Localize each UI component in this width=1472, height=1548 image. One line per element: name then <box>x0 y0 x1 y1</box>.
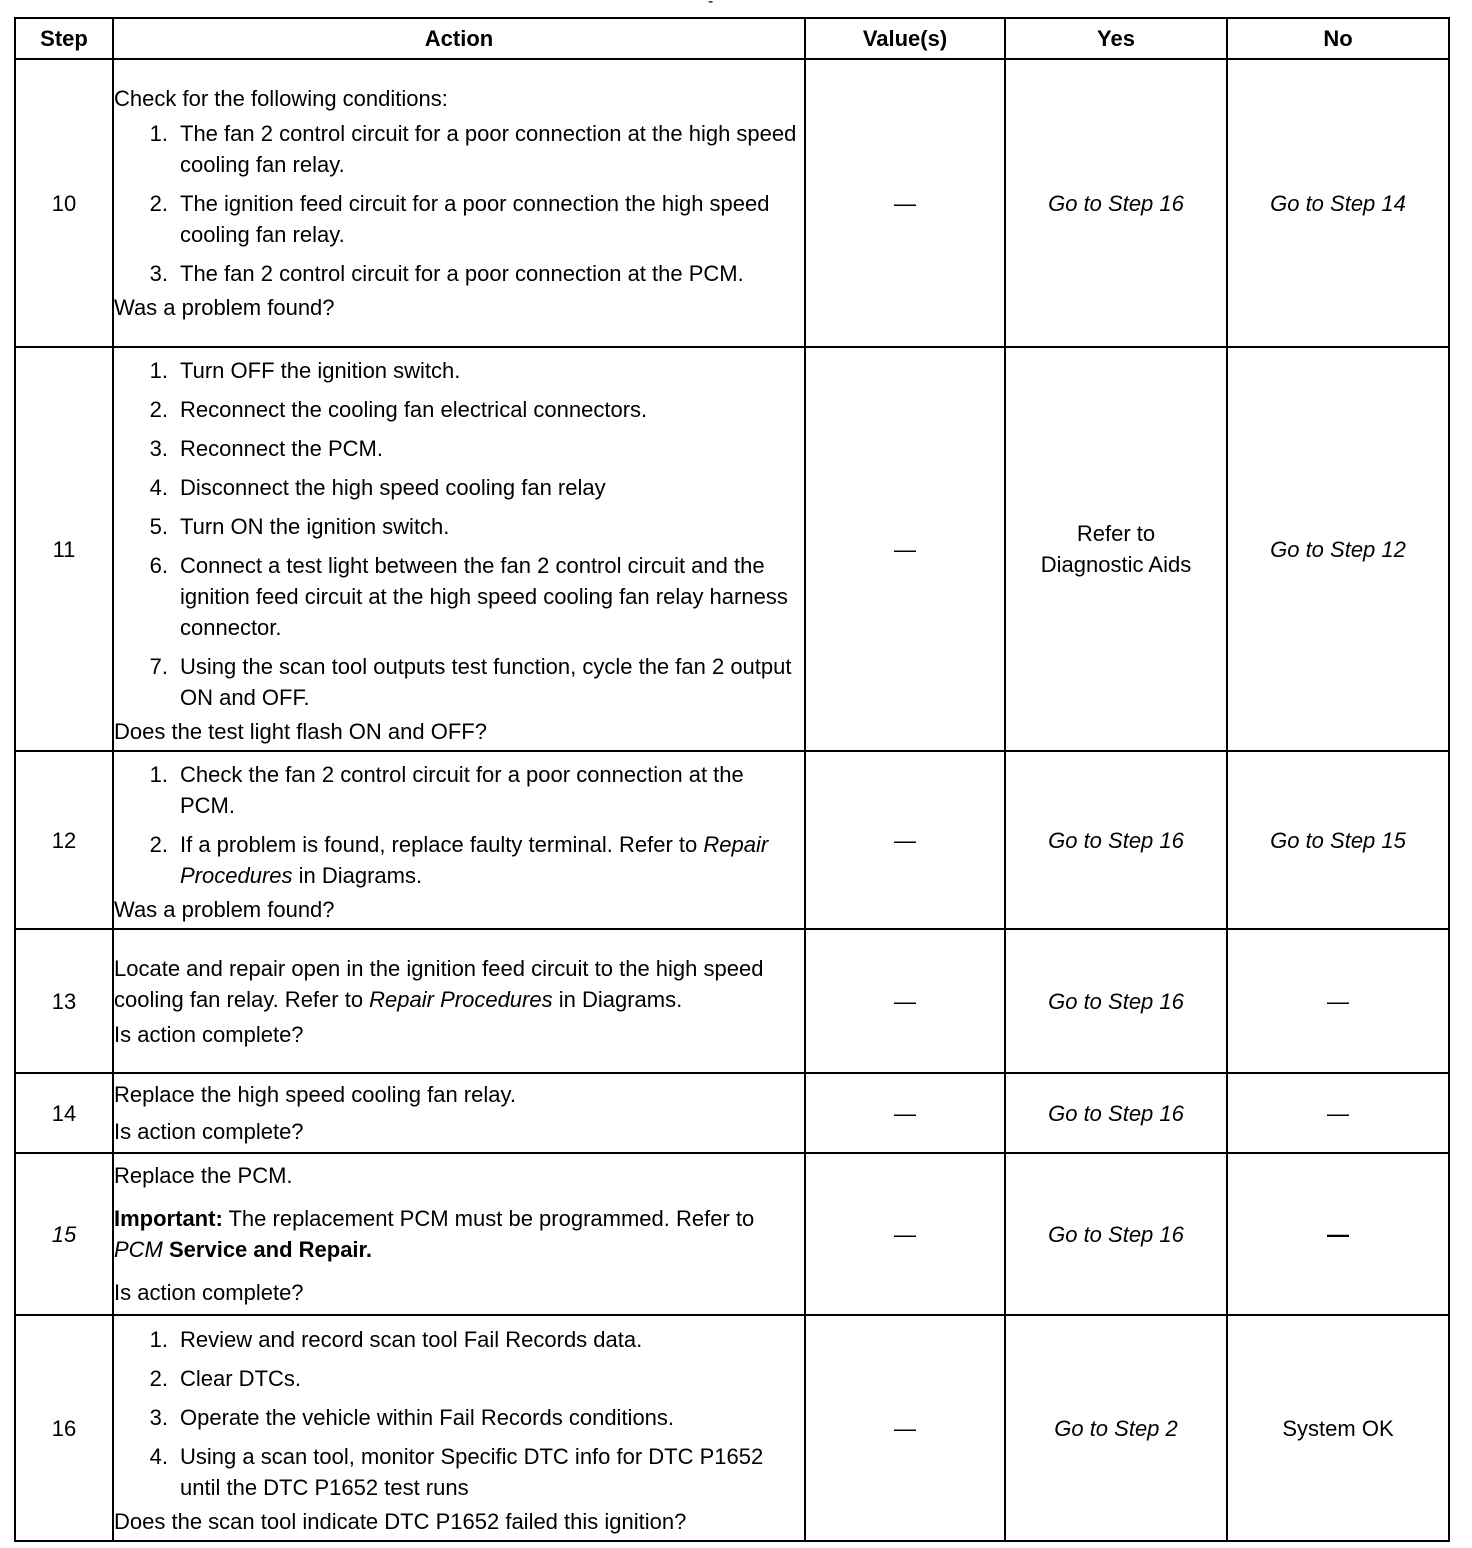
item-text: The fan 2 control circuit for a poor connection at the PCM. <box>180 261 744 286</box>
action-question: Is action complete? <box>114 1119 304 1144</box>
yes-cell: Go to Step 16 <box>1005 1073 1227 1153</box>
list-item <box>114 1363 804 1394</box>
yes-cell: Go to Step 2 <box>1005 1315 1227 1541</box>
action-text: Locate and repair open in the ignition feed circuit to the high speed cooling fan relay. Refer to <box>114 955 764 1012</box>
header-yes: Yes <box>1005 18 1227 59</box>
action-paragraph <box>114 953 804 1015</box>
list-item <box>114 651 804 713</box>
item-text: Check the fan 2 control circuit for a poor connection at the PCM. <box>180 762 744 818</box>
header-values: Value(s) <box>805 18 1005 59</box>
header-step: Step <box>15 18 113 59</box>
important-note <box>114 1203 804 1265</box>
no-cell: Go to Step 12 <box>1227 347 1449 751</box>
item-number: 4. <box>149 1443 168 1469</box>
item-number: 6. <box>149 553 168 578</box>
item-text: The ignition feed circuit for a poor connection the high speed cooling fan relay. <box>180 191 770 247</box>
item-number: 1. <box>149 121 168 146</box>
item-number: 2. <box>149 832 168 857</box>
important-label: Important: <box>114 1206 223 1231</box>
list-item <box>114 188 804 250</box>
step-number: 11 <box>15 347 113 751</box>
step-number: 10 <box>15 59 113 347</box>
action-question: Does the scan tool indicate DTC P1652 failed this ignition? <box>114 1508 687 1534</box>
yes-line-1: Refer to <box>1076 521 1156 546</box>
item-number: 7. <box>149 654 168 679</box>
action-question: Does the test light flash ON and OFF? <box>114 719 487 744</box>
item-text: Clear DTCs. <box>180 1365 302 1391</box>
no-cell: — <box>1227 1073 1449 1153</box>
reference-link-text: Repair Procedures <box>180 832 769 888</box>
action-steps <box>114 355 804 713</box>
item-number: 1. <box>149 358 168 383</box>
step-number: 12 <box>15 751 113 929</box>
table-row <box>15 59 1449 347</box>
item-number: 4. <box>149 475 168 500</box>
action-steps <box>114 118 804 289</box>
reference-link-text: PCM <box>114 1237 163 1262</box>
action-steps <box>114 1324 804 1503</box>
no-cell: System OK <box>1227 1315 1449 1541</box>
header-action: Action <box>113 18 805 59</box>
table-row <box>15 1315 1449 1541</box>
yes-cell <box>1005 347 1227 751</box>
list-item <box>114 511 804 542</box>
action-intro: Replace the PCM. <box>114 1163 293 1188</box>
table-row <box>15 929 1449 1073</box>
list-item <box>114 394 804 425</box>
table-row <box>15 347 1449 751</box>
value-cell: — <box>805 1073 1005 1153</box>
list-item <box>114 118 804 180</box>
list-item <box>114 472 804 503</box>
value-cell: — <box>805 347 1005 751</box>
step-number: 16 <box>15 1315 113 1541</box>
item-text: Review and record scan tool Fail Records data. <box>180 1326 643 1352</box>
header-row <box>15 18 1449 59</box>
list-item <box>114 433 804 464</box>
list-item <box>114 1324 804 1355</box>
item-number: 1. <box>149 762 168 787</box>
step-number: 15 <box>15 1153 113 1315</box>
step-number: 13 <box>15 929 113 1073</box>
action-cell <box>113 347 805 751</box>
item-number: 5. <box>149 514 168 539</box>
item-text: Reconnect the PCM. <box>180 436 383 461</box>
value-cell: — <box>805 751 1005 929</box>
item-text: The fan 2 control circuit for a poor connection at the high speed cooling fan relay. <box>180 121 797 177</box>
list-item <box>114 1441 804 1503</box>
item-number: 2. <box>149 191 168 216</box>
item-text: Connect a test light between the fan 2 control circuit and the ignition feed circuit at the high speed cooling fan relay harness connector. <box>180 553 788 640</box>
list-item <box>114 355 804 386</box>
list-item <box>114 550 804 643</box>
action-cell <box>113 1073 805 1153</box>
yes-cell: Go to Step 16 <box>1005 751 1227 929</box>
important-text: The replacement PCM must be programmed. Refer to <box>222 1206 755 1231</box>
item-text: Disconnect the high speed cooling fan relay <box>180 475 606 500</box>
item-number: 2. <box>149 1365 168 1391</box>
value-cell: — <box>805 59 1005 347</box>
item-text: Operate the vehicle within Fail Records conditions. <box>180 1404 675 1430</box>
yes-line-2: Diagnostic Aids <box>1040 552 1192 577</box>
item-text: Using the scan tool outputs test function, cycle the fan 2 output ON and OFF. <box>180 654 792 710</box>
action-cell <box>113 1315 805 1541</box>
item-text: If a problem is found, replace faulty terminal. Refer to <box>180 832 704 857</box>
yes-cell: Go to Step 16 <box>1005 59 1227 347</box>
table-row <box>15 1073 1449 1153</box>
item-text: Turn OFF the ignition switch. <box>180 358 461 383</box>
action-question: Was a problem found? <box>114 295 335 320</box>
yes-cell: Go to Step 16 <box>1005 929 1227 1073</box>
reference-link-text: Service and Repair. <box>162 1237 372 1262</box>
action-question: Is action complete? <box>114 1280 304 1305</box>
value-cell: — <box>805 1153 1005 1315</box>
action-cell <box>113 1153 805 1315</box>
step-number: 14 <box>15 1073 113 1153</box>
value-cell: — <box>805 1315 1005 1541</box>
table-row <box>15 1153 1449 1315</box>
list-item <box>114 258 804 289</box>
item-number: 1. <box>149 1326 168 1352</box>
no-cell: Go to Step 15 <box>1227 751 1449 929</box>
header-no: No <box>1227 18 1449 59</box>
no-cell: — <box>1227 1153 1449 1315</box>
action-question: Is action complete? <box>114 1021 304 1047</box>
list-item <box>114 829 804 891</box>
top-mark: - <box>708 0 714 10</box>
diagnostic-table <box>14 17 1450 1542</box>
value-cell: — <box>805 929 1005 1073</box>
action-cell <box>113 751 805 929</box>
table-row <box>15 751 1449 929</box>
action-question: Was a problem found? <box>114 897 335 922</box>
action-text: in Diagrams. <box>552 986 683 1012</box>
item-text: in Diagrams. <box>292 863 423 888</box>
list-item <box>114 1402 804 1433</box>
action-intro: Replace the high speed cooling fan relay. <box>114 1082 516 1107</box>
item-text: Reconnect the cooling fan electrical connectors. <box>180 397 648 422</box>
no-cell: Go to Step 14 <box>1227 59 1449 347</box>
action-intro: Check for the following conditions: <box>114 86 448 111</box>
item-number: 3. <box>149 261 168 286</box>
item-text: Turn ON the ignition switch. <box>180 514 450 539</box>
action-cell <box>113 59 805 347</box>
action-cell <box>113 929 805 1073</box>
yes-cell: Go to Step 16 <box>1005 1153 1227 1315</box>
reference-link-text: Repair Procedures <box>369 986 553 1012</box>
no-cell: — <box>1227 929 1449 1073</box>
item-number: 3. <box>149 1404 168 1430</box>
item-number: 3. <box>149 436 168 461</box>
item-number: 2. <box>149 397 168 422</box>
item-text: Using a scan tool, monitor Specific DTC info for DTC P1652 until the DTC P1652 test runs <box>180 1443 764 1500</box>
list-item <box>114 759 804 821</box>
action-steps <box>114 759 804 891</box>
